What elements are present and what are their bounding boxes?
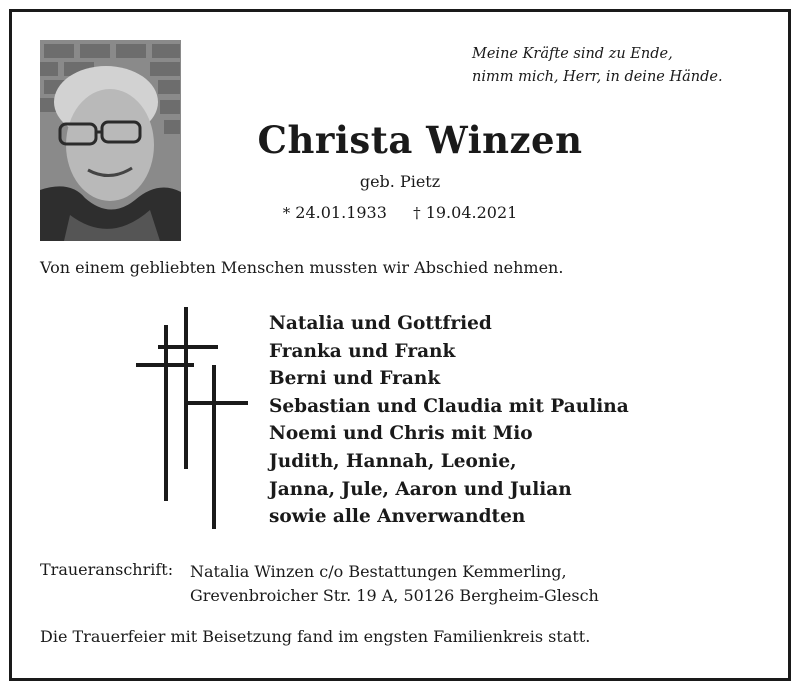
mourner-line: Janna, Jule, Aaron und Julian [269, 478, 572, 500]
mourner-line: Noemi und Chris mit Mio [269, 423, 533, 445]
mourner-line: Judith, Hannah, Leonie, [269, 450, 517, 472]
mourner-line: sowie alle Anverwandten [269, 506, 526, 528]
deceased-name: Christa Winzen [257, 118, 583, 162]
mourner-line: Franka und Frank [269, 340, 456, 362]
three-crosses-icon [136, 307, 248, 529]
death-date: 19.04.2021 [425, 203, 518, 222]
mourning-address [190, 560, 599, 608]
intro-text: Von einem gebliebten Menschen mussten wir Abschied nehmen. [40, 258, 564, 277]
address-label: Traueranschrift: [40, 560, 174, 579]
mourner-line: Berni und Frank [269, 368, 441, 390]
quote-line: nimm mich, Herr, in deine Hände. [472, 69, 723, 85]
mourners-list [269, 310, 629, 531]
birth-symbol: * [282, 204, 291, 222]
closing-text: Die Trauerfeier mit Beisetzung fand im engsten Familienkreis statt. [40, 627, 591, 646]
birth-name: geb. Pietz [359, 172, 441, 191]
quote-line: Meine Kräfte sind zu Ende, [472, 46, 673, 62]
life-dates [200, 203, 600, 222]
mourner-line: Natalia und Gottfried [269, 313, 492, 334]
mourner-line: Sebastian und Claudia mit Paulina [269, 395, 629, 417]
scripture-quote [472, 43, 732, 89]
address-line: Grevenbroicher Str. 19 A, 50126 Bergheim-Glesch [190, 586, 599, 605]
birth-date: 24.01.1933 [295, 203, 387, 222]
death-symbol: † [413, 204, 421, 222]
portrait-photo [40, 40, 181, 241]
address-line: Natalia Winzen c/o Bestattungen Kemmerling, [190, 562, 567, 581]
